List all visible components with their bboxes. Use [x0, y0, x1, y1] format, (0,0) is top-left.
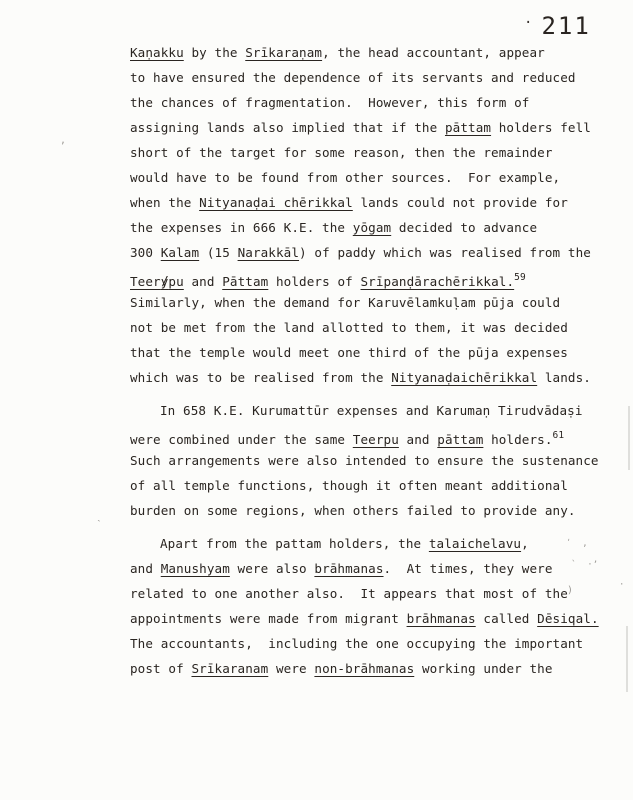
text-segment: were also	[229, 561, 315, 576]
paragraph	[130, 531, 610, 681]
text-line	[130, 90, 610, 115]
text-segment: working under the	[414, 661, 553, 676]
scan-artifact: ·	[619, 580, 625, 590]
underlined-term: y /	[161, 269, 169, 294]
text-segment: , the head accountant, appear	[322, 45, 545, 60]
text-segment: called	[475, 611, 538, 626]
text-line	[130, 340, 610, 365]
underlined-term: Nityanaḍaichērikkal	[391, 370, 538, 385]
text-segment: In 658 K.E. Kurumattūr expenses and Karumaṇ Tirudvādaṣi	[160, 403, 583, 418]
text-segment: were	[268, 661, 315, 676]
text-segment: assigning lands also implied that if the	[130, 120, 445, 135]
text-segment: which was to be realised from the	[130, 370, 392, 385]
underlined-term: Pāttam	[222, 274, 269, 289]
paragraph	[130, 40, 610, 390]
text-line	[130, 631, 610, 656]
text-line	[130, 473, 610, 498]
text-line	[130, 531, 610, 556]
text-segment: . At times, they were	[383, 561, 553, 576]
text-line	[130, 498, 610, 523]
text-segment: and	[183, 274, 223, 289]
text-line	[130, 315, 610, 340]
text-segment: decided to advance	[391, 220, 538, 235]
page-number-value: 211	[541, 12, 591, 40]
text-line	[130, 190, 610, 215]
text-segment: lands could not provide for	[352, 195, 568, 210]
scan-edge-line	[628, 406, 630, 470]
underlined-term: non-brāhmanas	[314, 661, 415, 676]
text-segment: the expenses in 666 K.E. the	[130, 220, 353, 235]
text-line	[130, 290, 610, 315]
text-line	[130, 240, 610, 265]
text-line	[130, 556, 610, 581]
text-line	[130, 656, 610, 681]
text-segment: appointments were made from migrant	[130, 611, 407, 626]
text-line	[130, 398, 610, 423]
underlined-term: Dēsiqal.	[537, 611, 599, 626]
text-segment: 300	[130, 245, 161, 260]
footnote-ref: 61	[552, 430, 565, 441]
scan-artifact: ` ·ʼ	[571, 560, 599, 570]
underlined-term: pāttam	[444, 120, 492, 135]
scan-artifact: ,	[60, 135, 67, 146]
text-line	[130, 448, 610, 473]
text-segment: holders of	[268, 274, 361, 289]
text-line	[130, 65, 610, 90]
underlined-term: pu	[168, 274, 184, 289]
scan-artifact: )	[567, 585, 574, 596]
scan-artifact: ˋ	[96, 518, 103, 531]
underlined-term: pāttam	[437, 432, 484, 447]
underlined-term: Srīkaraṇam	[245, 45, 323, 60]
underlined-term: Kalam	[160, 245, 200, 260]
underlined-term: yōgam	[352, 220, 392, 235]
text-segment: when the	[130, 195, 200, 210]
text-line	[130, 115, 610, 140]
text-segment: not be met from the land allotted to them, it was decided	[130, 320, 568, 335]
text-segment: and	[398, 432, 438, 447]
underlined-term: Kaṇakku	[130, 45, 184, 60]
text-segment: holders fell	[491, 120, 591, 135]
scan-edge-line	[626, 626, 628, 692]
text-segment: and	[130, 561, 161, 576]
text-segment: burden on some regions, when others failed to provide any.	[130, 503, 576, 518]
text-segment: holders.	[483, 432, 553, 447]
text-line	[130, 365, 610, 390]
text-block	[130, 40, 610, 681]
text-segment: The accountants, including the one occupying the important	[130, 636, 584, 651]
text-segment: ) of paddy which was realised from the	[299, 245, 591, 260]
page-number-dot: ·	[524, 15, 533, 31]
text-line	[130, 423, 610, 448]
text-segment: the chances of fragmentation. However, this form of	[130, 95, 530, 110]
text-segment: of all temple functions, though it often meant additional	[130, 478, 568, 493]
underlined-term: Srīkaranam	[191, 661, 269, 676]
text-segment: ,	[521, 536, 529, 551]
text-segment: Apart from the pattam holders, the	[160, 536, 429, 551]
text-segment: were combined under the same	[130, 432, 353, 447]
text-line	[130, 581, 610, 606]
scan-artifact: ʹ ,	[566, 539, 588, 549]
underlined-term: talaichelavu	[428, 536, 522, 551]
underlined-term: Nityanaḍai chērikkal	[199, 195, 353, 210]
text-segment: by the	[183, 45, 246, 60]
underlined-term: brāhmanas	[314, 561, 384, 576]
underlined-term: Teer	[130, 274, 161, 289]
text-segment: post of	[130, 661, 192, 676]
underlined-term: Srīpanḍārachērikkal.	[360, 274, 515, 289]
underlined-term: Narakkāl	[237, 245, 300, 260]
text-segment: would have to be found from other sources. For example,	[130, 170, 561, 185]
page-number	[524, 12, 591, 40]
text-segment: (15	[199, 245, 238, 260]
text-segment: Similarly, when the demand for Karuvēlamkuḷam pūja could	[130, 295, 561, 310]
underlined-term: brāhmanas	[406, 611, 476, 626]
footnote-ref: 59	[514, 272, 526, 283]
text-segment: related to one another also. It appears that most of the	[130, 586, 568, 601]
text-segment: short of the target for some reason, then the remainder	[130, 145, 553, 160]
text-line	[130, 40, 610, 65]
underlined-term: Teerpu	[352, 432, 399, 447]
paragraph	[130, 398, 610, 523]
text-line	[130, 606, 610, 631]
text-segment: Such arrangements were also intended to ensure the sustenance	[130, 453, 599, 468]
text-line	[130, 215, 610, 240]
text-line	[130, 140, 610, 165]
text-segment: that the temple would meet one third of the pūja expenses	[130, 345, 568, 360]
underlined-term: Manushyam	[160, 561, 230, 576]
text-line	[130, 165, 610, 190]
text-segment: to have ensured the dependence of its servants and reduced	[130, 70, 576, 85]
text-segment: lands.	[537, 370, 591, 385]
text-line	[130, 265, 610, 290]
